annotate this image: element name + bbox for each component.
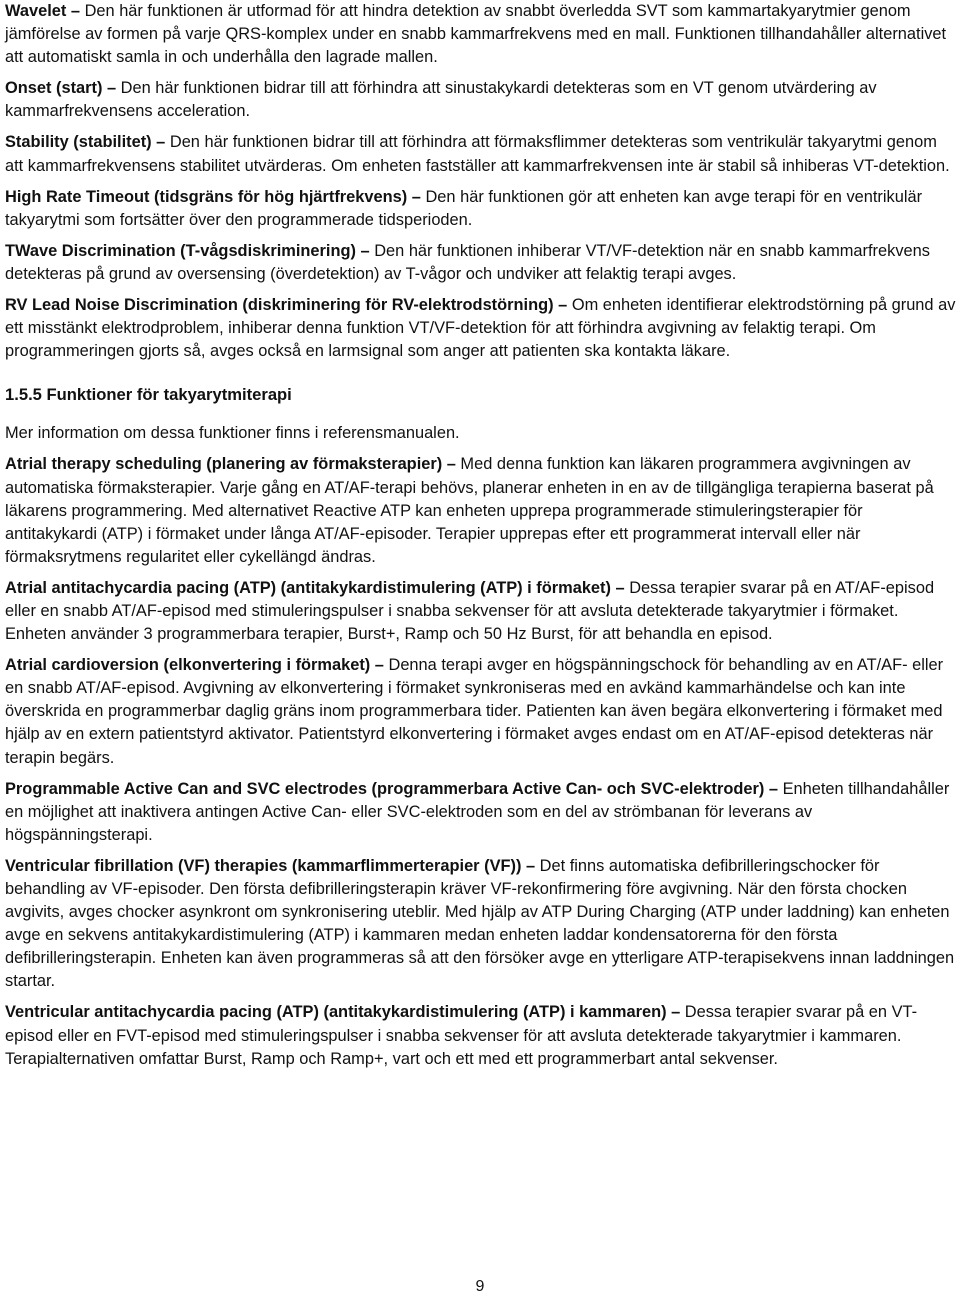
term-twave-discrimination: TWave Discrimination (T-vågsdiskriminering) – [5, 241, 370, 260]
paragraph-text: Den här funktionen gör att enheten kan avge terapi för en ventrikulär takyarytmi som fortsätter över den programmerade tidsperioden. [5, 187, 923, 229]
term-rv-lead-noise: RV Lead Noise Discrimination (diskriminering för RV-elektrodstörning) – [5, 296, 568, 315]
term-atrial-atp: Atrial antitachycardia pacing (ATP) (antitakykardistimulering (ATP) i förmaket) – [5, 578, 625, 597]
term-stability: Stability (stabilitet) – [5, 133, 166, 152]
document-page [5, 0, 957, 1079]
paragraph-text: Den här funktionen inhiberar VT/VF-detektion när en snabb kammarfrekvens detekteras på grund av oversensing (överdetektion) av T-vågor och undviker att felaktig terapi avges. [5, 241, 930, 283]
term-atrial-therapy-scheduling: Atrial therapy scheduling (planering av förmaksterapier) – [5, 455, 456, 474]
term-ventricular-atp: Ventricular antitachycardia pacing (ATP) (antitakykardistimulering (ATP) i kammaren) – [5, 1003, 681, 1022]
paragraph-ventricular-atp [5, 1001, 957, 1070]
paragraph-atrial-cardioversion [5, 654, 957, 769]
term-active-can-svc: Programmable Active Can and SVC electrodes (programmerbara Active Can- och SVC-elektroder) – [5, 779, 779, 798]
paragraph-text: Den här funktionen bidrar till att förhindra att sinustakykardi detekteras som en VT genom utvärdering av kammarfrekvensens acceleration. [5, 79, 877, 121]
paragraph-atrial-atp [5, 577, 957, 646]
paragraph-text: Om enheten identifierar elektrodstörning på grund av ett misstänkt elektrodproblem, inhiberar denna funktion VT/VF-detektion för att förhindra avgivning av felaktig terapi. Om programmeringen gjorts så, avges också en larmsignal som anger att patienten ska kontakta läkare. [5, 296, 956, 361]
term-atrial-cardioversion: Atrial cardioversion (elkonvertering i förmaket) – [5, 656, 384, 675]
paragraph-wavelet [5, 0, 957, 69]
paragraph-vf-therapies [5, 855, 957, 994]
paragraph-rv-lead-noise [5, 294, 957, 363]
paragraph-text: Denna terapi avger en högspänningschock för behandling av en AT/AF- eller en snabb AT/AF-episod. Avgivning av elkonvertering i förmaket synkroniseras med en avkänd kammarhändelse och kan inte överskrida en programmerbar daglig gräns inom programmerbara tider. Patienten kan även begära elkonvertering i förmaket med hjälp av en extern patientstyrd aktivator. Patientstyrd elkonvertering i förmaket avges endast om en AT/AF-episod detekteras när terapin begärs. [5, 656, 944, 767]
section-heading: 1.5.5 Funktioner för takyarytmiterapi [5, 385, 292, 405]
term-wavelet: Wavelet – [5, 2, 81, 20]
term-vf-therapies: Ventricular fibrillation (VF) therapies (kammarflimmerterapier (VF)) – [5, 856, 536, 875]
paragraph-active-can-svc [5, 778, 957, 847]
paragraph-text: Dessa terapier svarar på en AT/AF-episod eller en snabb AT/AF-episod med stimuleringspulser i snabba sekvenser för att avsluta detekterade takyarytmier i förmaket. Enheten använder 3 programmerbara terapier, Burst+, Ramp och 50 Hz Burst, för att behandla en episod. [5, 578, 935, 644]
section-intro: Mer information om dessa funktioner finns i referensmanualen. [5, 424, 460, 443]
term-high-rate-timeout: High Rate Timeout (tidsgräns för hög hjärtfrekvens) – [5, 187, 421, 206]
paragraph-text: Det finns automatiska defibrilleringschocker för behandling av VF-episoder. Den första defibrilleringsterapin kräver VF-rekonfirmering före avgivning. När den första chocken avgivits, avges chocker asynkront om synkronisering uteblir. Med hjälp av ATP During Charging (ATP under laddning) kan enheten avge en sekvens antitakykardistimulering (ATP) i kammaren medan enheten laddar kondensatorerna för den första defibrilleringsterapin. Enheten kan även programmeras så att den försöker avge en ytterligare ATP-terapisekvens innan laddningen startar. [5, 856, 955, 991]
paragraph-text: Den här funktionen är utformad för att hindra detektion av snabbt överledda SVT som kammartakyarytmier genom jämförelse av formen på varje QRS-komplex under en snabb kammarfrekvens med en mall. Funktionen tillhandahåller alternativet att automatiskt samla in och underhålla den lagrade mallen. [5, 2, 947, 67]
term-onset: Onset (start) – [5, 79, 117, 98]
paragraph-high-rate-timeout [5, 186, 957, 232]
paragraph-text: Dessa terapier svarar på en VT-episod eller en FVT-episod med stimuleringspulser i snabba sekvenser för att avsluta detekterade takyarytmier i kammaren. Terapialternativen omfattar Burst, Ramp och Ramp+, vart och ett med ett programmerbart antal sekvenser. [5, 1003, 918, 1068]
paragraph-atrial-therapy-scheduling [5, 453, 957, 568]
paragraph-onset [5, 77, 957, 123]
paragraph-stability [5, 131, 957, 177]
page-number: 9 [475, 1278, 485, 1295]
paragraph-text: Den här funktionen bidrar till att förhindra att förmaksflimmer detekteras som ventrikulär takyarytmi genom att kammarfrekvensens stabilitet utvärderas. Om enheten fastställer att kammarfrekvensen inte är stabil så inhiberas VT-detektion. [5, 133, 950, 175]
paragraph-text: Med denna funktion kan läkaren programmera avgivningen av automatiska förmaksterapier. Varje gång en AT/AF-terapi behövs, planerar enheten in en av de tillgängliga terapierna baserat på läkarens programmering. Med alternativet Reactive ATP kan enheten upprepa programmerade stimuleringsterapier för antitakykardi (ATP) i förmaket under långa AT/AF-episoder. Terapier upprepas efter ett programmerat intervall eller när förmaksrytmens regularitet eller cykellängd ändras. [5, 455, 934, 566]
paragraph-text: Enheten tillhandahåller en möjlighet att inaktivera antingen Active Can- eller SVC-elektroden som en del av strömbanan för leverans av högspänningsterapi. [5, 779, 950, 844]
paragraph-twave-discrimination [5, 240, 957, 286]
